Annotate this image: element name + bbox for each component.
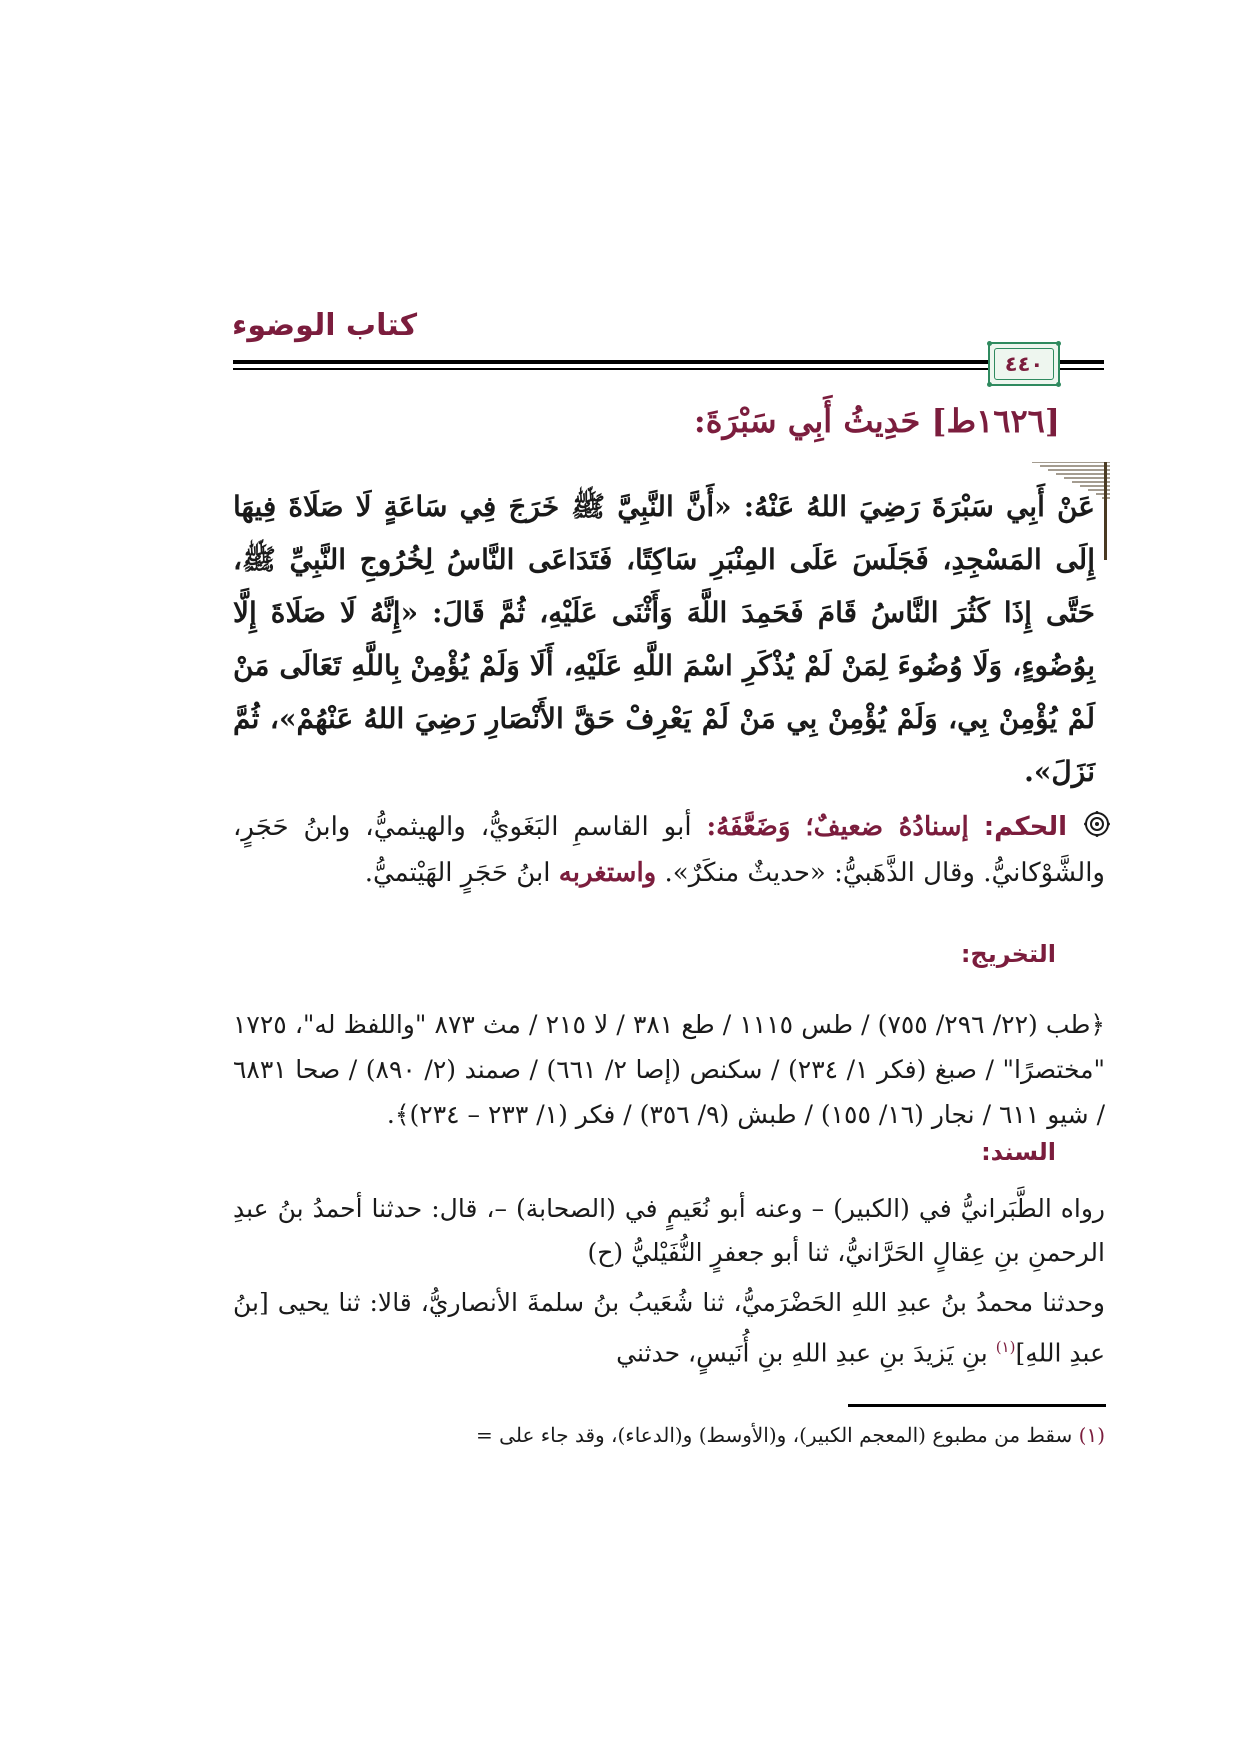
matn-prophetic-saying: إِنَّهُ لَا صَلَاةَ إِلَّا بِوُضُوءٍ، وَلَا وُضُوءَ لِمَنْ لَمْ يُذْكَرِ اسْمَ اللَّهِ عَلَيْهِ، أَلَا وَلَمْ يُؤْمِنْ بِاللَّهِ تَعَالَى مَنْ لَمْ يُؤْمِنْ بِي، وَلَمْ يُؤْمِنْ بِي مَنْ لَمْ يَعْرِفْ حَقَّ الأَنْصَارِ رَضِيَ اللهُ عَنْهُمْ bbox=[233, 596, 1095, 735]
sanad-paragraph-2 bbox=[233, 1281, 1105, 1375]
header-rule-right-thick bbox=[1057, 360, 1104, 364]
badge-corner-ornament bbox=[987, 382, 992, 387]
hukm-paragraph bbox=[233, 804, 1105, 896]
hukm-istaghrabahu: واستغربه bbox=[558, 858, 657, 888]
takhrij-text: ﴿طب (٢٢/ ٢٩٦/ ٧٥٥) / طس ١١١٥ / طع ٣٨١ / لا ٢١٥ / مث ٨٧٣ "واللفظ له"، ١٧٢٥ "مختصرًا" / صبغ (فكر ١/ ٢٣٤) / سكنص (إصا ٢/ ٦٦١) / صمند (٢/ ٨٩٠) / صحا ٦٨٣١ / شيو ٦١١ / نجار (١٦/ ١٥٥) / طبش (٩/ ٣٥٦) / فكر (١/ ٢٣٣ – ٢٣٤)﴾. bbox=[233, 1010, 1106, 1129]
badge-corner-ornament bbox=[1056, 382, 1061, 387]
hadith-heading bbox=[560, 402, 1060, 440]
header-rule-thin bbox=[233, 368, 993, 370]
hadith-title: حَدِيثُ أَبِي سَبْرَةَ: bbox=[693, 402, 921, 440]
takhrij-heading: التخريج: bbox=[960, 940, 1056, 968]
page-number-badge bbox=[988, 342, 1060, 386]
matn-ending: »، ثُمَّ نَزَلَ». bbox=[233, 702, 1095, 788]
footnote-text: سقط من مطبوع (المعجم الكبير)، و(الأوسط) و(الدعاء)، وقد جاء على = bbox=[476, 1423, 1079, 1447]
hukm-value: إسنادُهُ ضعيفٌ؛ bbox=[805, 812, 969, 842]
header-rule-right-thin bbox=[1057, 368, 1104, 370]
sanad-text-end: بنِ يَزيدَ بنِ عبدِ اللهِ بنِ أُنَيسٍ، حدثني bbox=[616, 1338, 996, 1368]
hadith-number: [١٦٢٦ط] bbox=[931, 402, 1060, 440]
hukm-label: الحكم: bbox=[983, 812, 1068, 842]
badge-corner-ornament bbox=[1056, 341, 1061, 346]
hukm-text-end: ابنُ حَجَرٍ الهَيْتميُّ. bbox=[364, 858, 551, 888]
hadith-matn bbox=[233, 480, 1095, 798]
sanad-paragraph-1: رواه الطَّبَرانيُّ في (الكبير) – وعنه أبو نُعَيمٍ في (الصحابة) –، قال: حدثنا أحمدُ بنُ عبدِ الرحمنِ بنِ عِقالٍ الحَرَّانيُّ، ثنا أبو جعفرٍ النُّفَيْليُّ (ح) bbox=[233, 1194, 1105, 1267]
footnote-number: (١) bbox=[1078, 1423, 1105, 1447]
hukm-daafahu: وَضَعَّفَهُ: bbox=[706, 812, 791, 842]
footnote-reference[interactable]: (١) bbox=[995, 1338, 1016, 1356]
hukm-text: أبو القاسمِ البَغَويُّ، والهيثميُّ، وابنُ حَجَرٍ، والشَّوْكانيُّ. وقال الذَّهَبيُّ: «حديثٌ منكَرٌ». bbox=[233, 812, 1105, 888]
footnote bbox=[233, 1417, 1105, 1453]
matn-intro: عَنْ أَبِي سَبْرَةَ رَضِيَ اللهُ عَنْهُ: «أَنَّ النَّبِيَّ ﷺ خَرَجَ فِي سَاعَةٍ لَا صَلَاةَ فِيهَا إِلَى المَسْجِدِ، فَجَلَسَ عَلَى المِنْبَرِ سَاكِتًا، فَتَدَاعَى النَّاسُ لِخُرُوجِ النَّبِيِّ ﷺ، حَتَّى إِذَا كَثُرَ النَّاسُ قَامَ فَحَمِدَ اللَّهَ وَأَثْنَى عَلَيْهِ، ثُمَّ قَالَ: « bbox=[233, 490, 1095, 629]
book-title: كتاب الوضوء bbox=[232, 308, 418, 343]
sanad-text: وحدثنا محمدُ بنُ عبدِ اللهِ الحَضْرَميُّ، ثنا شُعَيبُ بنُ سلمةَ الأنصاريُّ، قالا: ثنا يحيى [بنُ عبدِ اللهِ] bbox=[233, 1288, 1105, 1368]
page-number-frame bbox=[994, 348, 1054, 380]
badge-corner-ornament bbox=[987, 341, 992, 346]
matn-side-rule bbox=[1104, 462, 1107, 560]
footnote-rule bbox=[848, 1404, 1106, 1407]
sanad-heading: السند: bbox=[981, 1138, 1056, 1166]
header-rule-thick bbox=[233, 360, 993, 364]
page-number: ٤٤٠ bbox=[1004, 352, 1044, 376]
